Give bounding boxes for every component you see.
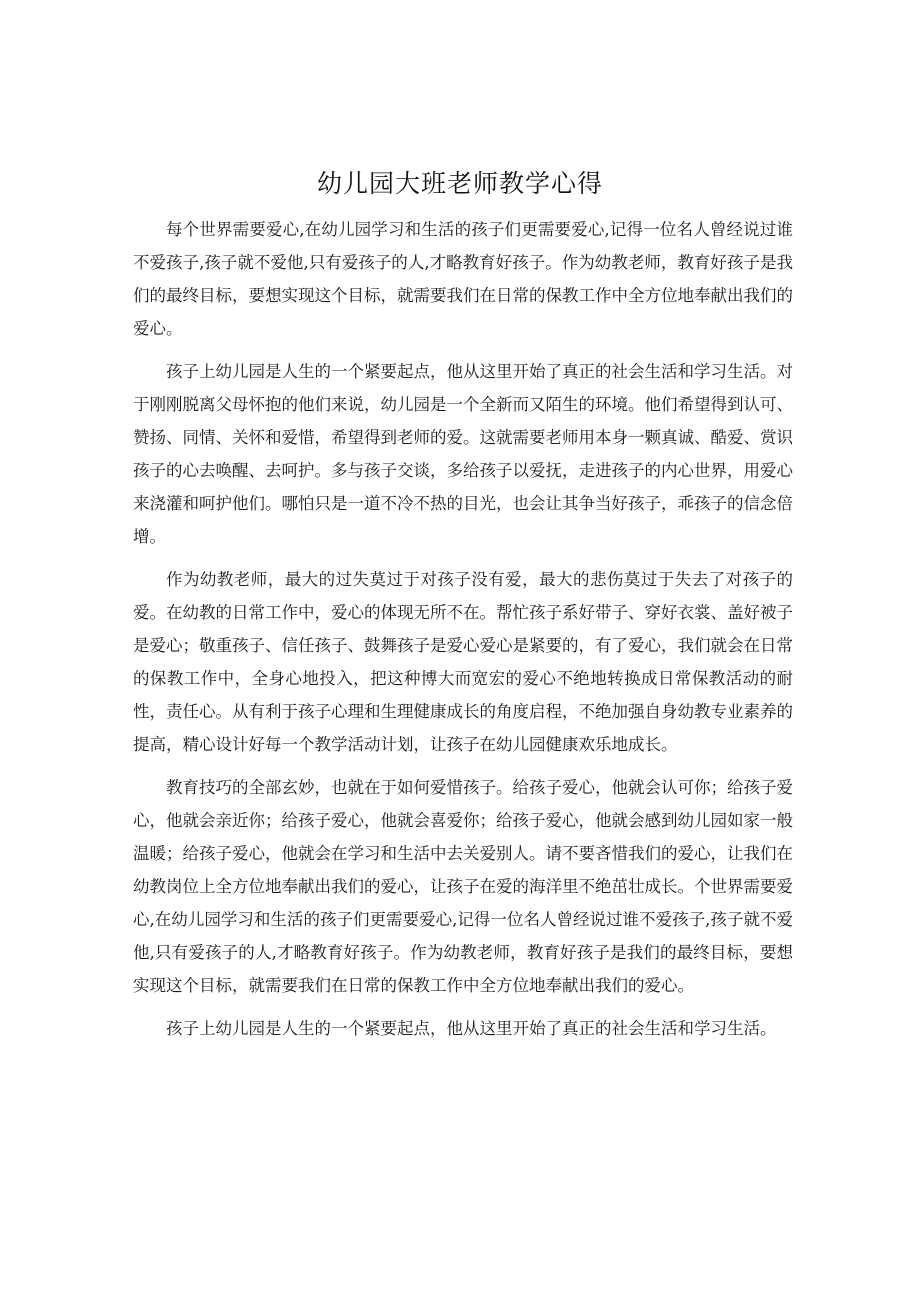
paragraph-5: 孩子上幼儿园是人生的一个紧要起点，他从这里开始了真正的社会生活和学习生活。 (166, 1019, 777, 1038)
paragraph-4: 教育技巧的全部玄妙，也就在于如何爱惜孩子。给孩子爱心，他就会认可你；给孩子爱心，他就会亲近你；给孩子爱心，他就会喜爱你；给孩子爱心，他就会感到幼儿园如家一般温暖；给孩子爱心，他就会在学习和生活中去关爱别人。请不要吝惜我们的爱心，让我们在幼教岗位上全方位地奉献出我们的爱心，让孩子在爱的海洋里不绝茁壮成长。个世界需要爱心,在幼儿园学习和生活的孩子们更需要爱心,记得一位名人曾经说过谁不爱孩子,孩子就不爱他,只有爱孩子的人,才略教育好孩子。作为幼教老师，教育好孩子是我们的最终目标，要想实现这个目标，就需要我们在日常的保教工作中全方位地奉献出我们的爱心。 (133, 778, 793, 995)
paragraph-3: 作为幼教老师，最大的过失莫过于对孩子没有爱，最大的悲伤莫过于失去了对孩子的爱。在幼教的日常工作中，爱心的体现无所不在。帮忙孩子系好带子、穿好衣裳、盖好被子是爱心；敬重孩子、信任孩子、鼓舞孩子是爱心爱心是紧要的，有了爱心，我们就会在日常的保教工作中，全身心地投入，把这种博大而宽宏的爱心不绝地转换成日常保教活动的耐性，责任心。从有利于孩子心理和生理健康成长的角度启程，不绝加强自身幼教专业素养的提高，精心设计好每一个教学活动计划，让孩子在幼儿园健康欢乐地成长。 (133, 570, 793, 754)
paragraph-1: 每个世界需要爱心,在幼儿园学习和生活的孩子们更需要爱心,记得一位名人曾经说过谁不爱孩子,孩子就不爱他,只有爱孩子的人,才略教育好孩子。作为幼教老师，教育好孩子是我们的最终目标，要想实现这个目标，就需要我们在日常的保教工作中全方位地奉献出我们的爱心。 (133, 220, 793, 338)
document-title: 幼儿园大班老师教学心得 (316, 169, 603, 198)
document-body (133, 213, 793, 1055)
paragraph-2: 孩子上幼儿园是人生的一个紧要起点，他从这里开始了真正的社会生活和学习生活。对于刚刚脱离父母怀抱的他们来说，幼儿园是一个全新而又陌生的环境。他们希望得到认可、赞扬、同情、关怀和爱惜，希望得到老师的爱。这就需要老师用本身一颗真诚、酷爱、赏识孩子的心去唤醒、去呵护。多与孩子交谈，多给孩子以爱抚，走进孩子的内心世界，用爱心来浇灌和呵护他们。哪怕只是一道不冷不热的目光，也会让其争当好孩子，乖孩子的信念倍增。 (133, 362, 793, 546)
